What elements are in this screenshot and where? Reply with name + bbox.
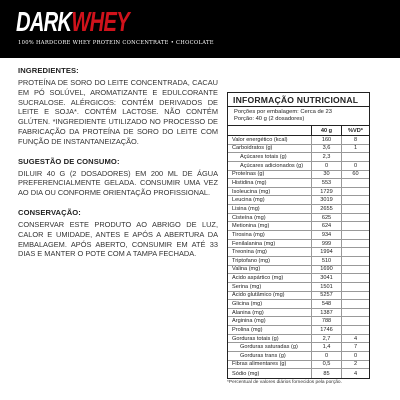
nutrient-amount: 934 xyxy=(311,231,341,239)
header-amount: 40 g xyxy=(311,126,341,135)
table-row xyxy=(228,136,369,145)
usage-title: SUGESTÃO DE CONSUMO: xyxy=(18,156,120,166)
nutrient-daily-value xyxy=(341,179,369,187)
nutrient-name: Prolina (mg) xyxy=(232,326,263,333)
table-row xyxy=(228,352,369,361)
nutrient-daily-value xyxy=(341,214,369,222)
nutrient-name: Isoleucina (mg) xyxy=(232,188,271,195)
storage-title: CONSERVAÇÃO: xyxy=(18,207,81,217)
nutrient-daily-value xyxy=(341,292,369,300)
nutrient-name: Açúcares adicionados (g) xyxy=(240,162,304,169)
nutrient-name: Lisina (mg) xyxy=(232,205,260,212)
nutrient-name: Cisteína (mg) xyxy=(232,214,266,221)
nutrient-name: Fenilalanina (mg) xyxy=(232,240,276,247)
nutrient-amount: 2,7 xyxy=(311,335,341,343)
nutrient-amount: 624 xyxy=(311,222,341,230)
table-row xyxy=(228,309,369,318)
ingredients-title: INGREDIENTES: xyxy=(18,66,79,75)
nutrient-name: Histidina (mg) xyxy=(232,180,267,187)
nutrient-amount: 788 xyxy=(311,317,341,325)
product-tagline: 100% HARDCORE WHEY PROTEIN CONCENTRATE • CHOCOLATE xyxy=(18,40,214,46)
table-row xyxy=(228,153,369,162)
nutrient-name: Proteínas (g) xyxy=(232,171,265,178)
nutrient-name: Carboidratos (g) xyxy=(232,145,273,152)
nutrient-daily-value xyxy=(341,222,369,230)
table-row xyxy=(228,145,369,154)
nutrient-name: Glicina (mg) xyxy=(232,300,263,307)
nutrient-daily-value xyxy=(341,153,369,161)
nutrient-name: Alanina (mg) xyxy=(232,309,264,316)
nutrient-daily-value: 60 xyxy=(341,171,369,179)
nutrient-amount: 30 xyxy=(311,171,341,179)
nutrient-daily-value xyxy=(341,317,369,325)
nutrient-amount: 553 xyxy=(311,179,341,187)
nutrient-name: Fibras alimentares (g) xyxy=(232,361,287,368)
nutrient-name: Gorduras saturadas (g) xyxy=(240,344,298,351)
nutrient-daily-value: 7 xyxy=(341,343,369,351)
nutrient-amount: 0 xyxy=(311,352,341,360)
nutrition-title: INFORMAÇÃO NUTRICIONAL xyxy=(228,93,369,107)
nutrient-daily-value xyxy=(341,326,369,334)
table-header-row xyxy=(228,126,369,136)
nutrient-name: Açúcares totais (g) xyxy=(240,154,287,161)
table-row xyxy=(228,343,369,352)
nutrient-amount: 0 xyxy=(311,162,341,170)
nutrient-daily-value xyxy=(341,274,369,282)
nutrient-amount: 1,4 xyxy=(311,343,341,351)
nutrient-daily-value xyxy=(341,309,369,317)
table-row xyxy=(228,326,369,335)
nutrient-amount: 1690 xyxy=(311,266,341,274)
nutrient-rows xyxy=(228,136,369,378)
table-row xyxy=(228,162,369,171)
nutrient-name: Metionina (mg) xyxy=(232,223,270,230)
nutrient-daily-value xyxy=(341,300,369,308)
table-row xyxy=(228,222,369,231)
nutrient-name: Gorduras totais (g) xyxy=(232,335,279,342)
nutrient-name: Sódio (mg) xyxy=(232,370,260,377)
nutrient-name: Leucina (mg) xyxy=(232,197,265,204)
servings-per-package: Porções por embalagem: Cerca de 23 xyxy=(234,109,332,115)
nutrient-name: Treonina (mg) xyxy=(232,249,267,256)
nutrient-amount: 1501 xyxy=(311,283,341,291)
nutrient-daily-value: 4 xyxy=(341,335,369,343)
nutrient-amount: 625 xyxy=(311,214,341,222)
ingredients-text: PROTEÍNA DE SORO DO LEITE CONCENTRADA, CACAU EM PÓ SOLÚVEL, AROMATIZANTE E EDULCORANTE SUCRALOSE. ALÉRGICOS: CONTÉM DERIVADOS DE LEITE E SOJA*. CONTÉM LACTOSE. NÃO CONTÉM GLÚTEN. *INGREDIENTE UTILIZADO NO PROCESSO DE FABRICAÇÃO DA PROTEÍNA DE SORO DO LEITE COM FUNÇÃO DE INSTANTANEIZAÇÃO. xyxy=(18,78,218,146)
nutrient-name: Triptofano (mg) xyxy=(232,257,271,264)
nutrient-name: Valor energético (kcal) xyxy=(232,136,288,143)
nutrient-name: Serina (mg) xyxy=(232,283,262,290)
nutrient-daily-value: 0 xyxy=(341,352,369,360)
nutrient-name: Gorduras trans (g) xyxy=(240,352,286,359)
nutrient-amount: 160 xyxy=(311,136,341,144)
nutrient-daily-value xyxy=(341,248,369,256)
nutrient-amount: 3041 xyxy=(311,274,341,282)
table-row xyxy=(228,214,369,223)
table-row xyxy=(228,248,369,257)
table-row xyxy=(228,361,369,370)
table-row xyxy=(228,171,369,180)
table-row xyxy=(228,300,369,309)
nutrient-amount: 1746 xyxy=(311,326,341,334)
table-row xyxy=(228,196,369,205)
nutrition-facts-table xyxy=(227,92,370,379)
nutrient-daily-value xyxy=(341,205,369,213)
nutrient-name: Valina (mg) xyxy=(232,266,261,273)
nutrient-amount: 548 xyxy=(311,300,341,308)
table-row xyxy=(228,231,369,240)
table-row xyxy=(228,240,369,249)
nutrient-name: Ácido glutâmico (mg) xyxy=(232,292,285,299)
nutrient-amount: 510 xyxy=(311,257,341,265)
daily-value-footnote: *Percentual de valores diários fornecidos pela porção. xyxy=(227,380,342,385)
usage-text: DILUIR 40 G (2 DOSADORES) EM 200 ML DE ÁGUA PREFERENCIALMENTE GELADA. CONSUMIR UMA VEZ AO DIA OU CONFORME ORIENTAÇÃO PROFISSIONAL. xyxy=(18,168,218,198)
nutrient-daily-value xyxy=(341,257,369,265)
nutrient-daily-value xyxy=(341,196,369,204)
nutrient-amount: 1729 xyxy=(311,188,341,196)
nutrient-amount: 1387 xyxy=(311,309,341,317)
table-row xyxy=(228,274,369,283)
table-row xyxy=(228,335,369,344)
nutrient-daily-value xyxy=(341,283,369,291)
table-row xyxy=(228,257,369,266)
nutrient-daily-value: 8 xyxy=(341,136,369,144)
label-text-column xyxy=(18,66,218,269)
nutrient-name: Tirosina (mg) xyxy=(232,231,265,238)
brand-logo-part2: WHEY xyxy=(71,6,129,37)
product-header xyxy=(0,0,400,58)
nutrient-amount: 3019 xyxy=(311,196,341,204)
header-daily-value: %VD* xyxy=(341,126,369,135)
table-row xyxy=(228,188,369,197)
nutrient-daily-value: 1 xyxy=(341,145,369,153)
table-row xyxy=(228,369,369,378)
nutrient-daily-value: 0 xyxy=(341,162,369,170)
brand-logo xyxy=(16,6,129,38)
nutrient-amount: 0,5 xyxy=(311,361,341,369)
nutrient-amount: 85 xyxy=(311,369,341,378)
table-row xyxy=(228,205,369,214)
nutrient-amount: 2655 xyxy=(311,205,341,213)
nutrient-daily-value xyxy=(341,266,369,274)
storage-text: CONSERVAR ESTE PRODUTO AO ABRIGO DE LUZ, CALOR E UMIDADE, ANTES E APÓS A ABERTURA DA EMBALAGEM. APÓS ABERTO, CONSUMIR EM ATÉ 33 DIAS E MANTER O POTE COM A TAMPA FECHADA. xyxy=(18,219,218,259)
nutrient-daily-value: 4 xyxy=(341,369,369,378)
portion-size: Porção: 40 g (2 dosadores) xyxy=(234,116,305,122)
nutrient-amount: 999 xyxy=(311,240,341,248)
nutrient-daily-value xyxy=(341,231,369,239)
serving-info xyxy=(228,107,369,126)
table-row xyxy=(228,266,369,275)
brand-logo-part1: DARK xyxy=(16,6,72,37)
nutrient-amount: 3,6 xyxy=(311,145,341,153)
nutrient-name: Ácido aspártico (mg) xyxy=(232,275,284,282)
table-row xyxy=(228,317,369,326)
nutrient-amount: 1994 xyxy=(311,248,341,256)
table-row xyxy=(228,179,369,188)
nutrient-daily-value xyxy=(341,240,369,248)
nutrient-daily-value: 2 xyxy=(341,361,369,369)
table-row xyxy=(228,292,369,301)
nutrient-daily-value xyxy=(341,188,369,196)
table-row xyxy=(228,283,369,292)
nutrient-amount: 5257 xyxy=(311,292,341,300)
nutrient-name: Arginina (mg) xyxy=(232,318,266,325)
nutrient-amount: 2,3 xyxy=(311,153,341,161)
